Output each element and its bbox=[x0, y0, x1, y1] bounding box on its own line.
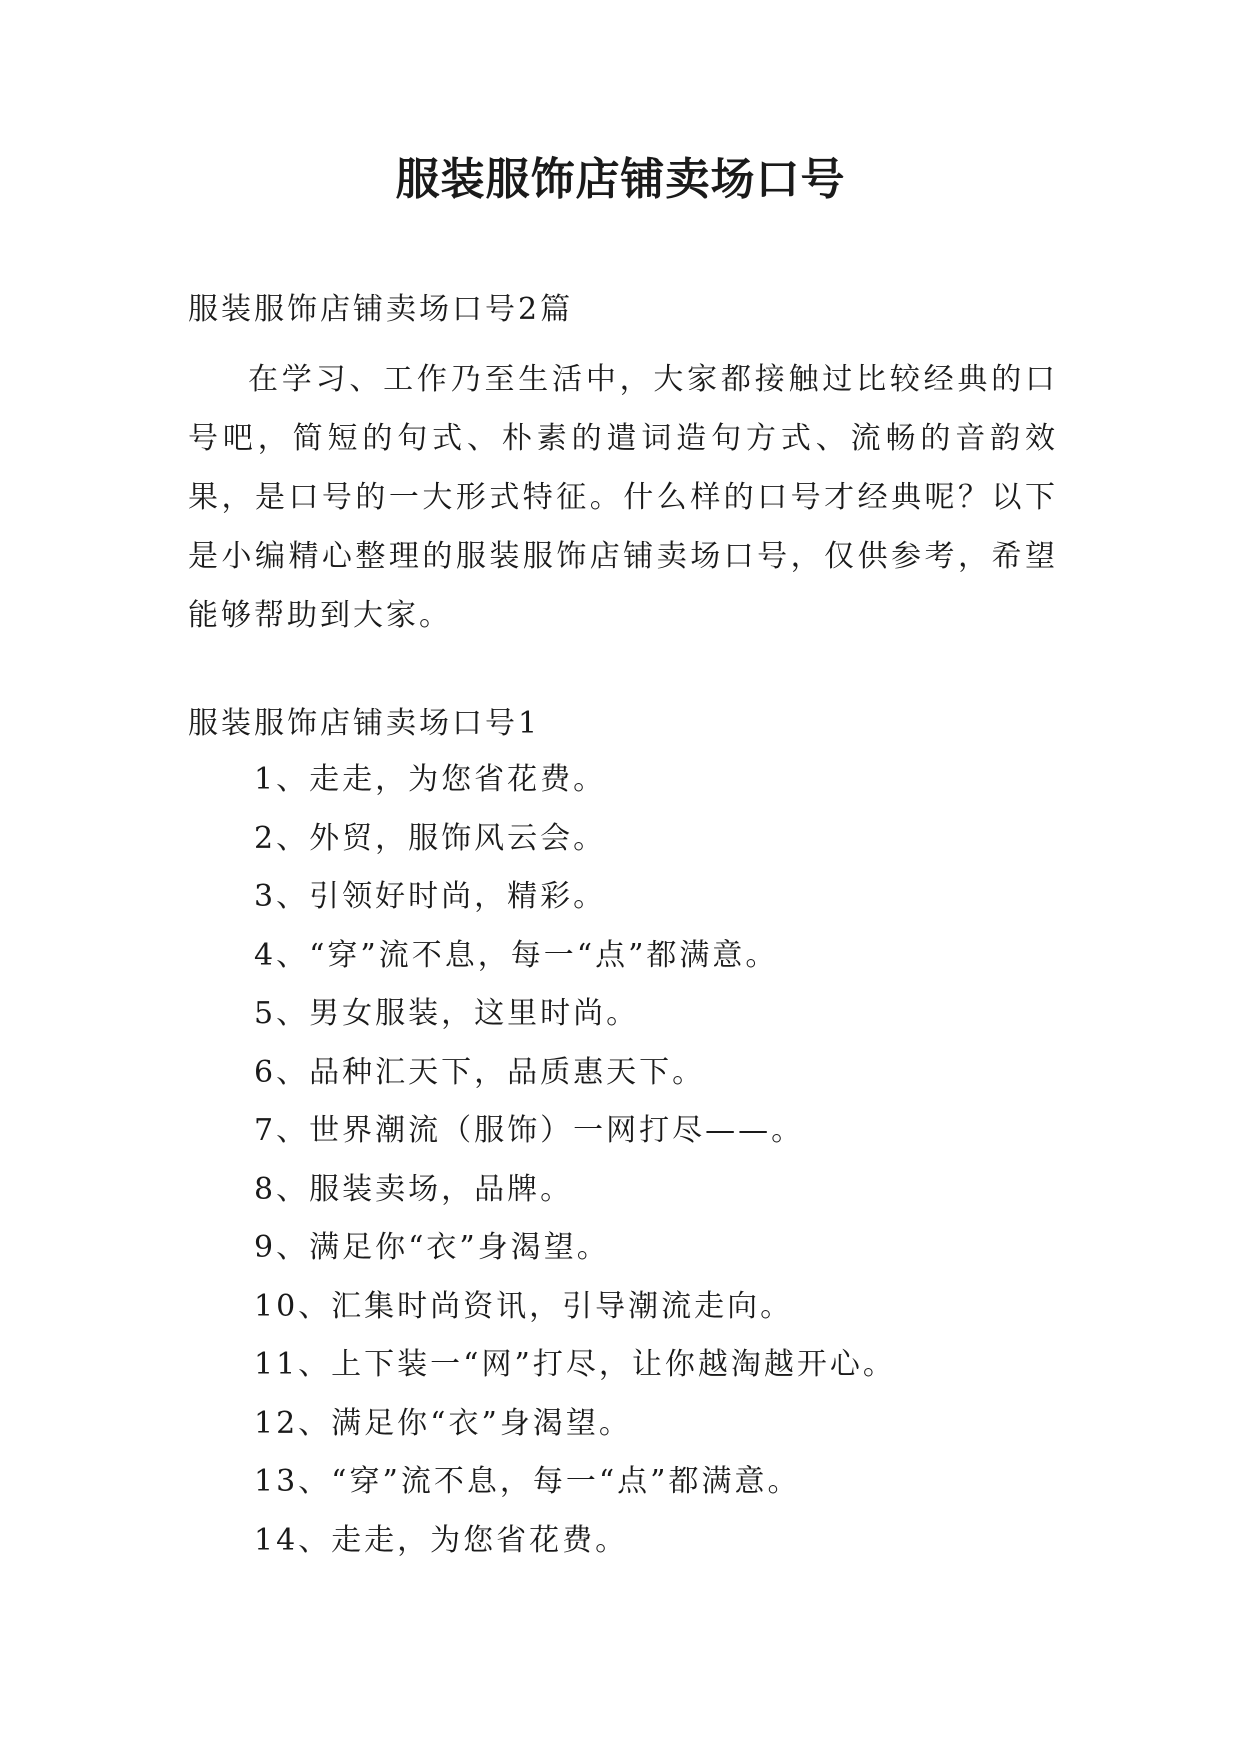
slogan-item: 5、男女服装，这里时尚。 bbox=[254, 996, 640, 1031]
slogan-item: 9、满足你“衣”身渴望。 bbox=[254, 1230, 610, 1265]
slogan-list bbox=[254, 760, 896, 1579]
intro-paragraph: 在学习、工作乃至生活中，大家都接触过比较经典的口号吧，简短的句式、朴素的遣词造句方式、流畅的音韵效果，是口号的一大形式特征。什么样的口号才经典呢？以下是小编精心整理的服装服饰店铺卖场口号，仅供参考，希望能够帮助到大家。 bbox=[188, 362, 1058, 633]
document-title: 服装服饰店铺卖场口号 bbox=[395, 154, 846, 205]
slogan-item: 4、“穿”流不息，每一“点”都满意。 bbox=[254, 937, 779, 973]
slogan-item: 7、世界潮流（服饰）一网打尽——。 bbox=[254, 1113, 805, 1148]
section-heading: 服装服饰店铺卖场口号1 bbox=[188, 706, 541, 741]
slogan-item: 11、上下装一“网”打尽，让你越淘越开心。 bbox=[254, 1347, 896, 1382]
document-subtitle: 服装服饰店铺卖场口号2篇 bbox=[188, 292, 574, 327]
slogan-item: 1、走走，为您省花费。 bbox=[254, 762, 607, 797]
slogan-item: 3、引领好时尚，精彩。 bbox=[254, 879, 607, 914]
slogan-item: 2、外贸，服饰风云会。 bbox=[254, 820, 607, 856]
slogan-item: 12、满足你“衣”身渴望。 bbox=[254, 1405, 632, 1441]
slogan-item: 10、汇集时尚资讯，引导潮流走向。 bbox=[254, 1288, 794, 1324]
slogan-item: 8、服装卖场，品牌。 bbox=[254, 1171, 574, 1207]
slogan-item: 14、走走，为您省花费。 bbox=[254, 1522, 629, 1558]
slogan-item: 6、品种汇天下，品质惠天下。 bbox=[254, 1054, 706, 1090]
slogan-item: 13、“穿”流不息，每一“点”都满意。 bbox=[254, 1464, 801, 1499]
